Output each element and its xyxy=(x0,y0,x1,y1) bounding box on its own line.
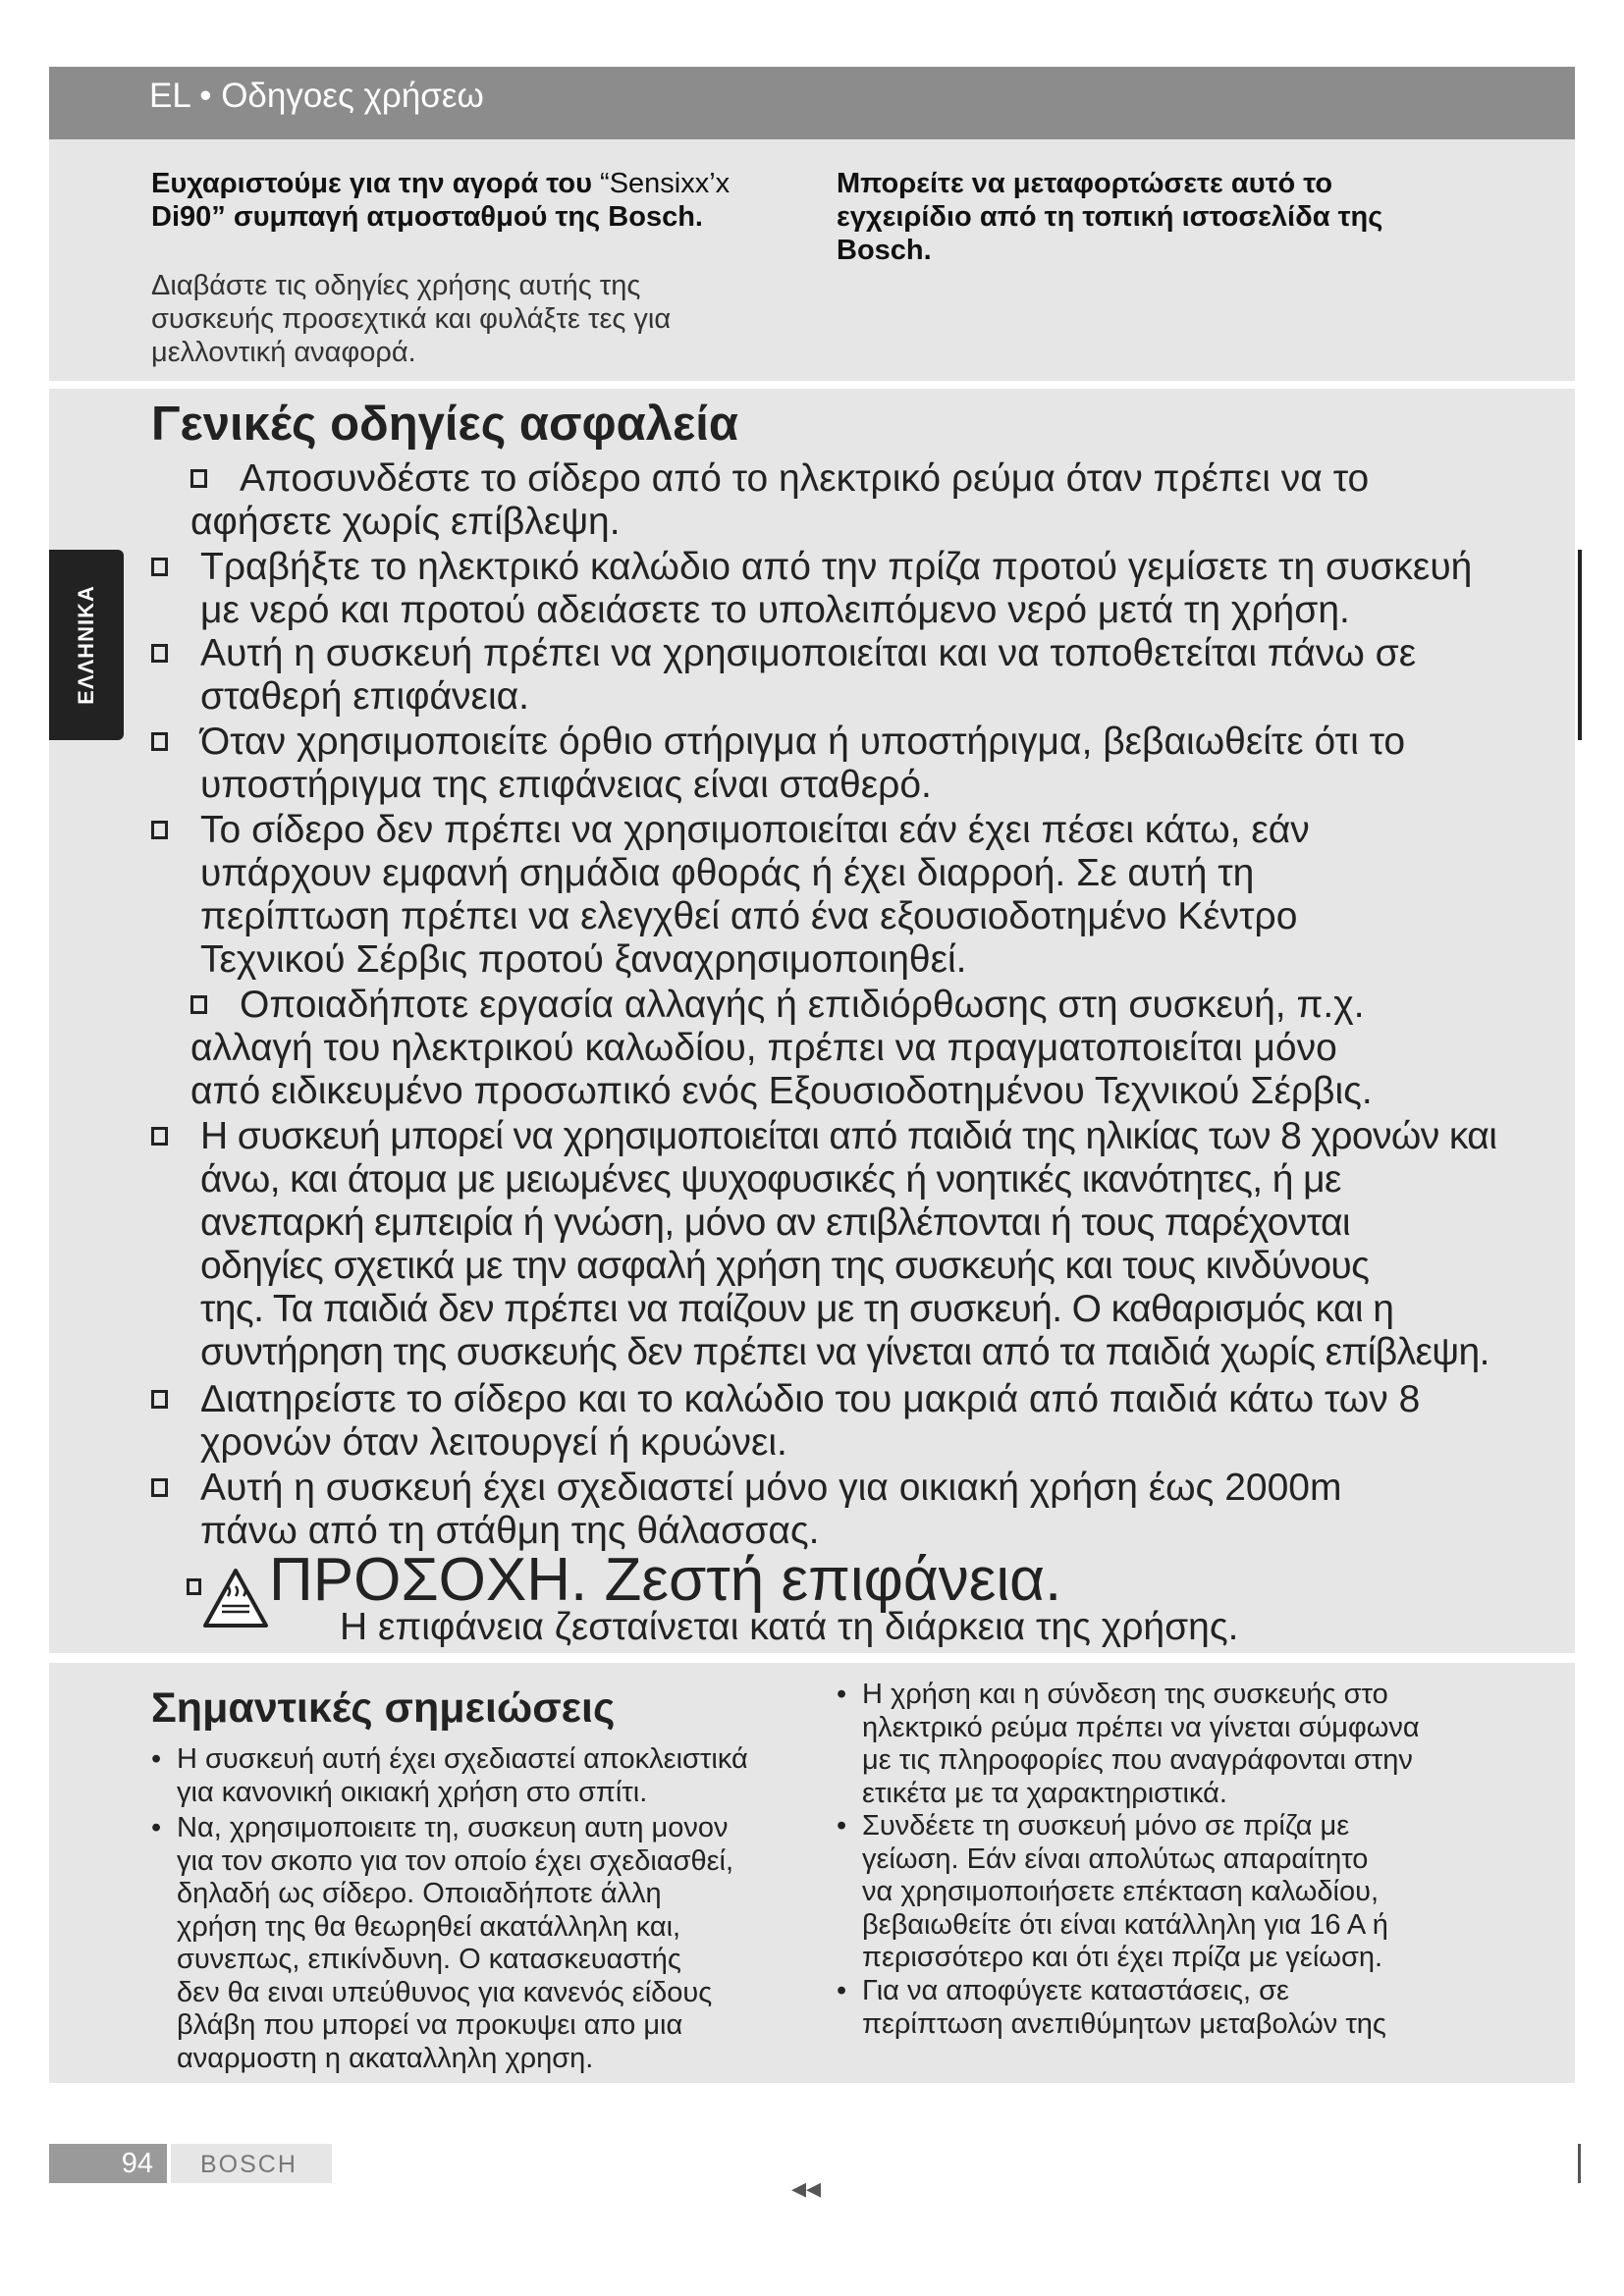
note-line: για κανονική οικιακή χρήση στο σπίτι. xyxy=(177,1776,648,1808)
checkbox-icon xyxy=(151,1127,168,1146)
previous-page-icon[interactable]: ◂◂ xyxy=(791,2172,822,2205)
download-line: Μπορείτε να μεταφορτώσετε αυτό το xyxy=(837,168,1333,199)
checkbox-icon xyxy=(151,732,168,751)
checkbox-icon xyxy=(151,1478,168,1497)
read-line: Διαβάστε τις οδηγίες χρήσης αυτής της xyxy=(151,270,641,301)
safety-line: υπάρχουν εμφανή σημάδια φθοράς ή έχει διαρροή. Σε αυτή τη xyxy=(200,852,1255,894)
safety-line: Διατηρείστε το σίδερο και το καλώδιο του μακριά από παιδιά κάτω των 8 xyxy=(200,1378,1421,1420)
thanks-line2: Di90” συμπαγή ατμοσταθμού της Bosch. xyxy=(151,201,703,233)
bullet-dot: • xyxy=(837,1810,847,1842)
note-line: για τον σκοπο για τον οποίο έχει σχεδιασθεί, xyxy=(177,1844,734,1877)
intro-panel xyxy=(49,139,1575,381)
safety-panel xyxy=(49,389,1575,1653)
note-line: Για να αποφύγετε καταστάσεις, σε xyxy=(862,1975,1289,2006)
safety-line: Όταν χρησιμοποιείτε όρθιο στήριγμα ή υποστήριγμα, βεβαιωθείτε ότι το xyxy=(200,721,1406,763)
safety-line: πάνω από τη στάθμη της θάλασσας. xyxy=(200,1510,820,1552)
page-title: EL • Οδηγοες χρήσεω xyxy=(149,77,484,115)
safety-line: Τεχνικού Σέρβις προτού ξαναχρησιμοποιηθεί. xyxy=(200,938,967,981)
page-number: 94 xyxy=(121,2148,153,2179)
caution-block xyxy=(187,1545,1463,1653)
note-line: να χρησιμοποιήσετε επέκταση καλωδίου, xyxy=(862,1876,1380,1907)
checkbox-icon xyxy=(190,469,207,488)
notes-panel xyxy=(49,1663,1575,2083)
checkbox-icon xyxy=(190,995,207,1014)
download-line: Bosch. xyxy=(837,235,932,266)
note-line: δηλαδή ως σίδερο. Οποιαδήποτε άλλη xyxy=(177,1878,662,1909)
safety-line: αφήσετε χωρίς επίβλεψη. xyxy=(190,501,621,543)
safety-line: Η συσκευή μπορεί να χρησιμοποιείται από παιδιά της ηλικίας των 8 χρονών και xyxy=(200,1115,1497,1157)
thanks-text xyxy=(151,167,780,234)
checkbox-icon xyxy=(151,821,168,839)
note-line: περισσότερο και ότι έχει πρίζα με γείωση. xyxy=(862,1942,1383,1973)
thanks-bold: Ευχαριστούμε για την αγορά του xyxy=(151,168,601,199)
bullet-dot: • xyxy=(837,1975,847,2006)
download-text xyxy=(837,167,1563,267)
checkbox-icon xyxy=(151,644,168,663)
read-instructions xyxy=(151,269,780,369)
read-line: συσκευής προσεχτικά και φυλάξτε τες για xyxy=(151,303,672,335)
bullet-dot: • xyxy=(151,1743,162,1775)
right-margin-rule xyxy=(1578,550,1582,740)
note-line: συνεπως, επικίνδυνη. Ο κατασκευαστής xyxy=(177,1944,681,1975)
language-tab-label: ΕΛΛΗΝΙΚΑ xyxy=(74,585,98,705)
checkbox-icon xyxy=(187,1578,201,1595)
safety-line: με νερό και προτού αδειάσετε το υπολειπόμενο νερό μετά τη χρήση. xyxy=(200,589,1350,631)
safety-line: σταθερή επιφάνεια. xyxy=(200,675,529,718)
safety-line: συντήρηση της συσκευής δεν πρέπει να γίνεται από τα παιδιά χωρίς επίβλεψη. xyxy=(200,1331,1489,1373)
brand-name: BOSCH xyxy=(200,2151,298,2178)
safety-line: Οποιαδήποτε εργασία αλλαγής ή επιδιόρθωσης στη συσκευή, π.χ. xyxy=(240,984,1365,1026)
read-line: μελλοντική αναφορά. xyxy=(151,337,416,368)
bullet-dot: • xyxy=(151,1812,162,1843)
safety-line: περίπτωση πρέπει να ελεγχθεί από ένα εξουσιοδοτημένο Κέντρο xyxy=(200,895,1298,937)
note-line: γείωση. Εάν είναι απολύτως απαραίτητο xyxy=(862,1842,1369,1875)
bullet-dot: • xyxy=(837,1679,847,1710)
safety-title: Γενικές οδηγίες ασφαλεία xyxy=(151,398,738,451)
hot-surface-icon xyxy=(202,1567,269,1629)
note-line: Η χρήση και η σύνδεση της συσκευής στο xyxy=(862,1679,1388,1710)
safety-line: οδηγίες σχετικά με την ασφαλή χρήση της συσκευής και τους κινδύνους xyxy=(200,1245,1370,1287)
thanks-model-quote: “Sensixx’x xyxy=(600,168,731,199)
note-line: χρήση της θα θεωρηθεί ακατάλληλη και, xyxy=(177,1910,681,1943)
note-line: ετικέτα με τα χαρακτηριστικά. xyxy=(862,1777,1227,1809)
safety-line: ανεπαρκή εμπειρία ή γνώση, μόνο αν επιβλέπονται ή τους παρέχονται xyxy=(200,1201,1350,1244)
checkbox-icon xyxy=(151,558,168,576)
caution-description: Η επιφάνεια ζεσταίνεται κατά τη διάρκεια της χρήσης. xyxy=(340,1606,1239,1648)
safety-line: Αυτή η συσκευή έχει σχεδιαστεί μόνο για οικιακή χρήση έως 2000m xyxy=(200,1467,1342,1509)
notes-title: Σημαντικές σημειώσεις xyxy=(151,1684,616,1732)
note-line: Να, χρησιμοποιειτε τη, συσκευη αυτη μονον xyxy=(177,1812,729,1843)
brand-box xyxy=(171,2144,332,2183)
header-bar xyxy=(49,67,1575,139)
note-line: Συνδέετε τη συσκευή μόνο σε πρίζα με xyxy=(862,1810,1350,1842)
page-number-box xyxy=(49,2144,167,2183)
caution-title: ΠΡΟΣΟΧΗ. Ζεστή επιφάνεια. xyxy=(269,1546,1062,1614)
language-tab[interactable] xyxy=(49,550,124,740)
note-line: βλάβη που μπορεί να προκυψει απο μια xyxy=(177,2009,683,2041)
safety-line: Αποσυνδέστε το σίδερο από το ηλεκτρικό ρεύμα όταν πρέπει να το xyxy=(240,457,1370,500)
note-line: βεβαιωθείτε ότι είναι κατάλληλη για 16 Α ή xyxy=(862,1908,1388,1941)
note-line: δεν θα ειναι υπεύθυνος για κανενός είδους xyxy=(177,1976,713,2008)
note-line: περίπτωση ανεπιθύμητων μεταβολών της xyxy=(862,2007,1386,2040)
safety-line: χρονών όταν λειτουργεί ή κρυώνει. xyxy=(200,1421,787,1464)
safety-line: από ειδικευμένο προσωπικό ενός Εξουσιοδοτημένου Τεχνικού Σέρβις. xyxy=(190,1070,1373,1112)
note-line: Η συσκευή αυτή έχει σχεδιαστεί αποκλειστικά xyxy=(177,1743,748,1775)
checkbox-icon xyxy=(151,1390,168,1409)
note-line: με τις πληροφορίες που αναγράφονται στην xyxy=(862,1744,1413,1776)
footer-rule xyxy=(1578,2144,1581,2183)
safety-line: Τραβήξτε το ηλεκτρικό καλώδιο από την πρίζα προτού γεμίσετε τη συσκευή xyxy=(200,546,1473,588)
safety-line: άνω, και άτομα με μειωμένες ψυχοφυσικές ή νοητικές ικανότητες, ή με xyxy=(200,1158,1341,1201)
safety-line: Αυτή η συσκευή πρέπει να χρησιμοποιείται και να τοποθετείται πάνω σε xyxy=(200,632,1417,674)
note-line: αναρμοστη η ακαταλληλη χρηση. xyxy=(177,2042,594,2074)
note-line: ηλεκτρικό ρεύμα πρέπει να γίνεται σύμφωνα xyxy=(862,1711,1420,1743)
safety-line: αλλαγή του ηλεκτρικού καλωδίου, πρέπει να πραγματοποιείται μόνο xyxy=(190,1027,1337,1069)
safety-line: υποστήριγμα της επιφάνειας είναι σταθερό. xyxy=(200,764,932,806)
safety-line: Το σίδερο δεν πρέπει να χρησιμοποιείται εάν έχει πέσει κάτω, εάν xyxy=(200,809,1310,851)
download-line: εγχειρίδιο από τη τοπική ιστοσελίδα της xyxy=(837,201,1383,233)
safety-line: της. Τα παιδιά δεν πρέπει να παίζουν με τη συσκευή. Ο καθαρισμός και η xyxy=(200,1288,1394,1330)
